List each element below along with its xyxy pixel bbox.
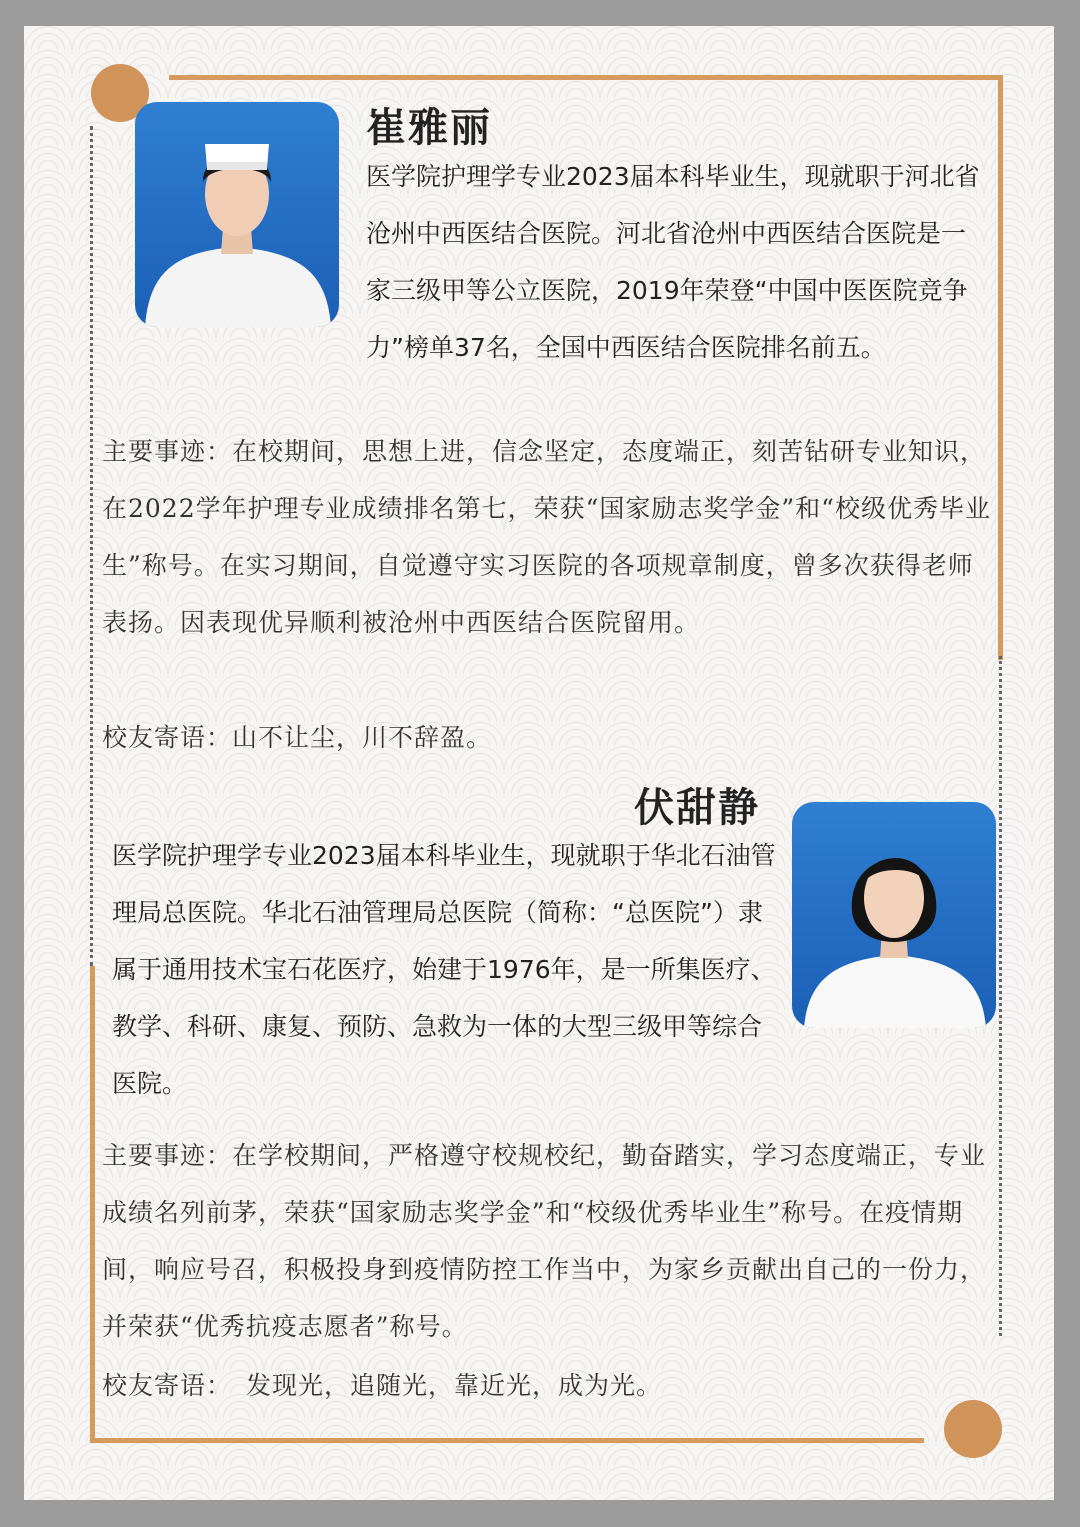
portrait-photo-1 (135, 102, 339, 327)
top-border-line (169, 75, 1003, 80)
profile-2-achievements: 主要事迹：在学校期间，严格遵守校规校纪，勤奋踏实，学习态度端正，专业成绩名列前茅，荣获“国家励志奖学金”和“校级优秀毕业生”称号。在疫情期间，响应号召，积极投身到疫情防控工作当中，为家乡贡献出自己的一份力，并荣获“优秀抗疫志愿者”称号。 (102, 1141, 987, 1341)
profile-2-name: 伏甜静 (634, 784, 760, 831)
right-border-line (998, 75, 1003, 660)
profile-1-motto: 山不让尘，川不辞盈。 (232, 723, 493, 752)
profile-2-intro: 医学院护理学专业2023届本科毕业生，现就职于华北石油管理局总医院。华北石油管理局总医院（简称：“总医院”）隶属于通用技术宝石花医疗，始建于1976年，是一所集医疗、教学、科研、康复、预防、急救为一体的大型三级甲等综合医院。 (112, 841, 776, 1098)
motto-label: 校友寄语： (102, 723, 233, 752)
left-border-line (90, 966, 95, 1442)
profile-1-achievements: 主要事迹：在校期间，思想上进，信念坚定，态度端正，刻苦钻研专业知识，在2022学年护理专业成绩排名第七，荣获“国家励志奖学金”和“校级优秀毕业生”称号。在实习期间，自觉遵守实习医院的各项规章制度，曾多次获得老师表扬。因表现优异顺利被沧州中西医结合医院留用。 (102, 437, 991, 637)
profile-2-motto: 发现光，追随光，靠近光，成为光。 (246, 1371, 663, 1400)
portrait-photo-2 (792, 802, 996, 1028)
profile-1-intro: 医学院护理学专业2023届本科毕业生，现就职于河北省沧州中西医结合医院。河北省沧州中西医结合医院是一家三级甲等公立医院，2019年荣登“中国中医医院竞争力”榜单37名，全国中西医结合医院排名前五。 (366, 162, 980, 362)
bottom-right-circle (944, 1400, 1002, 1458)
poster-page (24, 26, 1054, 1500)
profile-2-motto-row (102, 1366, 662, 1402)
profile-1-motto-row (102, 718, 492, 754)
motto-label: 校友寄语： (102, 1371, 233, 1400)
right-dotted-line (999, 656, 1002, 1336)
left-dotted-line (90, 126, 93, 966)
profile-1-name: 崔雅丽 (366, 104, 492, 151)
person-silhouette-icon (135, 102, 339, 327)
bottom-border-line (90, 1438, 924, 1443)
person-silhouette-icon (792, 802, 996, 1028)
